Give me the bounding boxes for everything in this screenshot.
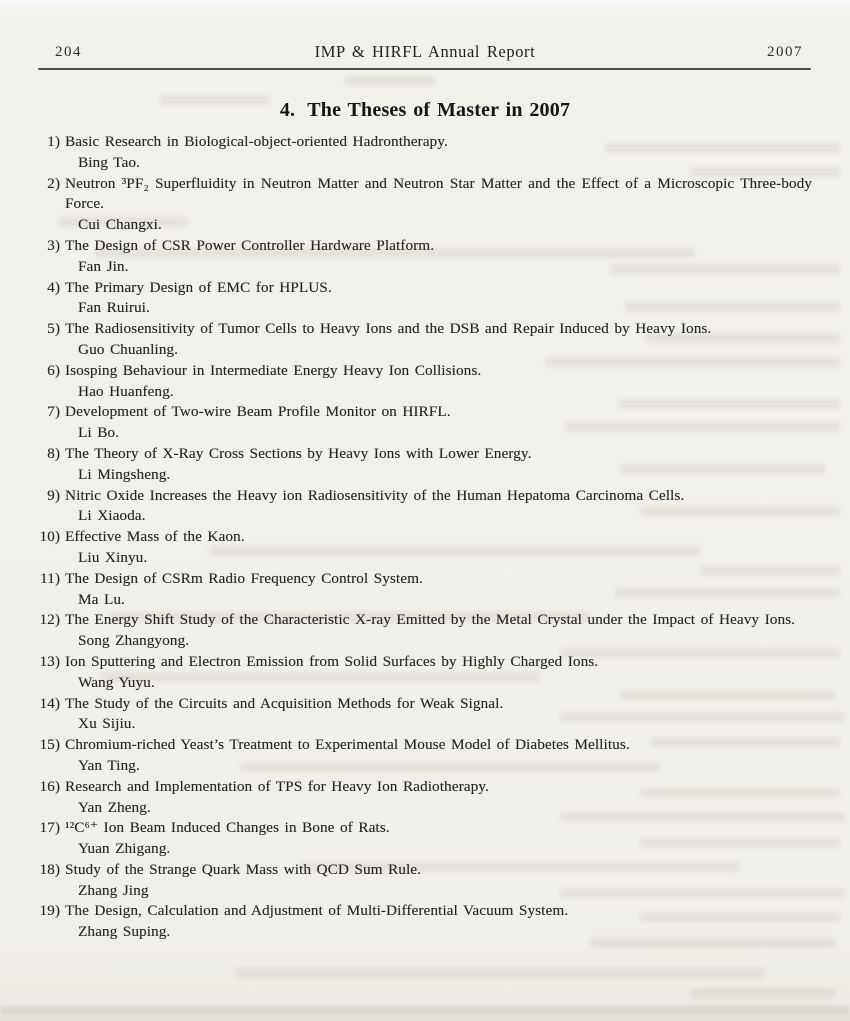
thesis-author: Guo Chuanling. [78,340,179,358]
report-year: 2007 [767,44,803,60]
thesis-body [65,361,812,403]
thesis-item [38,486,812,528]
thesis-title: Neutron ³PF₂ Superfluidity in Neutron Matter and Neutron Star Matter and the Effect of a Microscopic Three-body Force. [65,174,812,213]
thesis-item [38,652,812,694]
thesis-body [65,174,812,236]
thesis-body [65,278,812,320]
thesis-title: The Theory of X-Ray Cross Sections by Heavy Ions with Lower Energy. [65,444,532,462]
thesis-item [38,527,812,569]
thesis-number: 6) [47,361,60,379]
thesis-body [65,777,812,819]
page-header [0,0,850,70]
thesis-author: Li Xiaoda. [78,507,146,525]
thesis-title: Isosping Behaviour in Intermediate Energy Heavy Ion Collisions. [65,361,482,379]
thesis-author: Zhang Jing [78,881,149,899]
thesis-author: Song Zhangyong. [78,632,190,650]
thesis-number: 2) [47,174,60,192]
thesis-author: Ma Lu. [78,590,125,608]
thesis-item [38,694,812,736]
thesis-body [65,236,812,278]
thesis-number: 17) [39,819,60,837]
thesis-body [65,402,812,444]
thesis-number: 5) [47,320,60,338]
thesis-body [65,652,812,694]
thesis-author: Zhang Suping. [78,923,171,941]
thesis-title: ¹²C⁶⁺ Ion Beam Induced Changes in Bone of Rats. [65,819,390,837]
thesis-item [38,860,812,902]
thesis-number: 12) [39,611,60,629]
thesis-number: 8) [47,444,60,462]
thesis-number: 7) [47,403,60,421]
thesis-body [65,901,812,943]
thesis-item [38,236,812,278]
thesis-title: Chromium-riched Yeast’s Treatment to Experimental Mouse Model of Diabetes Mellitus. [65,736,630,754]
thesis-item [38,818,812,860]
thesis-author: Li Mingsheng. [78,465,171,483]
thesis-number: 15) [39,736,60,754]
thesis-item [38,735,812,777]
page-number: 204 [55,44,82,60]
thesis-number: 16) [39,777,60,795]
thesis-title: The Energy Shift Study of the Characteristic X-ray Emitted by the Metal Crystal under the Impact of Heavy Ions. [65,611,796,629]
thesis-number: 18) [39,860,60,878]
thesis-author: Fan Jin. [78,257,129,275]
thesis-title: Development of Two-wire Beam Profile Monitor on HIRFL. [65,403,451,421]
thesis-number: 11) [40,569,60,587]
thesis-number: 19) [39,902,60,920]
thesis-author: Xu Sijiu. [78,715,136,733]
section-title [0,99,850,122]
thesis-body [65,319,812,361]
thesis-author: Yuan Zhigang. [78,840,171,858]
thesis-title: The Study of the Circuits and Acquisition Methods for Weak Signal. [65,694,504,712]
thesis-number: 1) [47,133,60,150]
thesis-title: The Radiosensitivity of Tumor Cells to Heavy Ions and the DSB and Repair Induced by Heavy Ions. [65,320,712,338]
thesis-item [38,278,812,320]
thesis-item [38,132,812,174]
thesis-author: Bing Tao. [78,153,140,171]
thesis-title: The Design of CSRm Radio Frequency Control System. [65,569,423,587]
thesis-title: The Design, Calculation and Adjustment of Multi-Differential Vacuum System. [65,902,569,920]
thesis-item [38,402,812,444]
thesis-item [38,901,812,943]
thesis-number: 9) [47,486,60,504]
thesis-item [38,569,812,611]
thesis-title: Effective Mass of the Kaon. [65,528,245,546]
thesis-number: 3) [47,236,60,254]
thesis-title: Study of the Strange Quark Mass with QCD Sum Rule. [65,860,422,878]
thesis-list [38,132,812,943]
thesis-item [38,319,812,361]
thesis-item [38,444,812,486]
thesis-author: Hao Huanfeng. [78,382,174,400]
thesis-body [65,569,812,611]
thesis-author: Yan Ting. [78,756,140,774]
thesis-item [38,361,812,403]
thesis-item [38,610,812,652]
thesis-number: 14) [39,694,60,712]
thesis-body [65,735,812,777]
thesis-body [65,818,812,860]
thesis-body [65,132,812,174]
thesis-item [38,777,812,819]
thesis-number: 4) [47,278,60,296]
thesis-title: Research and Implementation of TPS for Heavy Ion Radiotherapy. [65,777,489,795]
thesis-body [65,610,812,652]
header-rule [38,68,811,70]
thesis-number: 13) [39,652,60,670]
thesis-author: Yan Zheng. [78,798,151,816]
thesis-author: Fan Ruirui. [78,299,150,317]
thesis-author: Li Bo. [78,424,120,442]
thesis-body [65,444,812,486]
thesis-author: Wang Yuyu. [78,673,155,691]
section-number: 4. [279,99,296,122]
thesis-body [65,486,812,528]
thesis-title: The Design of CSR Power Controller Hardware Platform. [65,236,435,254]
thesis-title: Nitric Oxide Increases the Heavy ion Radiosensitivity of the Human Hepatoma Carcinoma Cells. [65,486,685,504]
thesis-body [65,694,812,736]
thesis-title: The Primary Design of EMC for HPLUS. [65,278,332,296]
thesis-body [65,527,812,569]
thesis-number: 10) [39,528,60,546]
thesis-item [38,174,812,236]
thesis-title: Basic Research in Biological-object-oriented Hadrontherapy. [65,133,448,150]
section-title-text: The Theses of Master in 2007 [307,99,571,122]
thesis-title: Ion Sputtering and Electron Emission from Solid Surfaces by Highly Charged Ions. [65,652,599,670]
thesis-author: Cui Changxi. [78,216,162,234]
thesis-author: Liu Xinyu. [78,548,148,566]
running-title: IMP & HIRFL Annual Report [314,42,536,61]
thesis-body [65,860,812,902]
